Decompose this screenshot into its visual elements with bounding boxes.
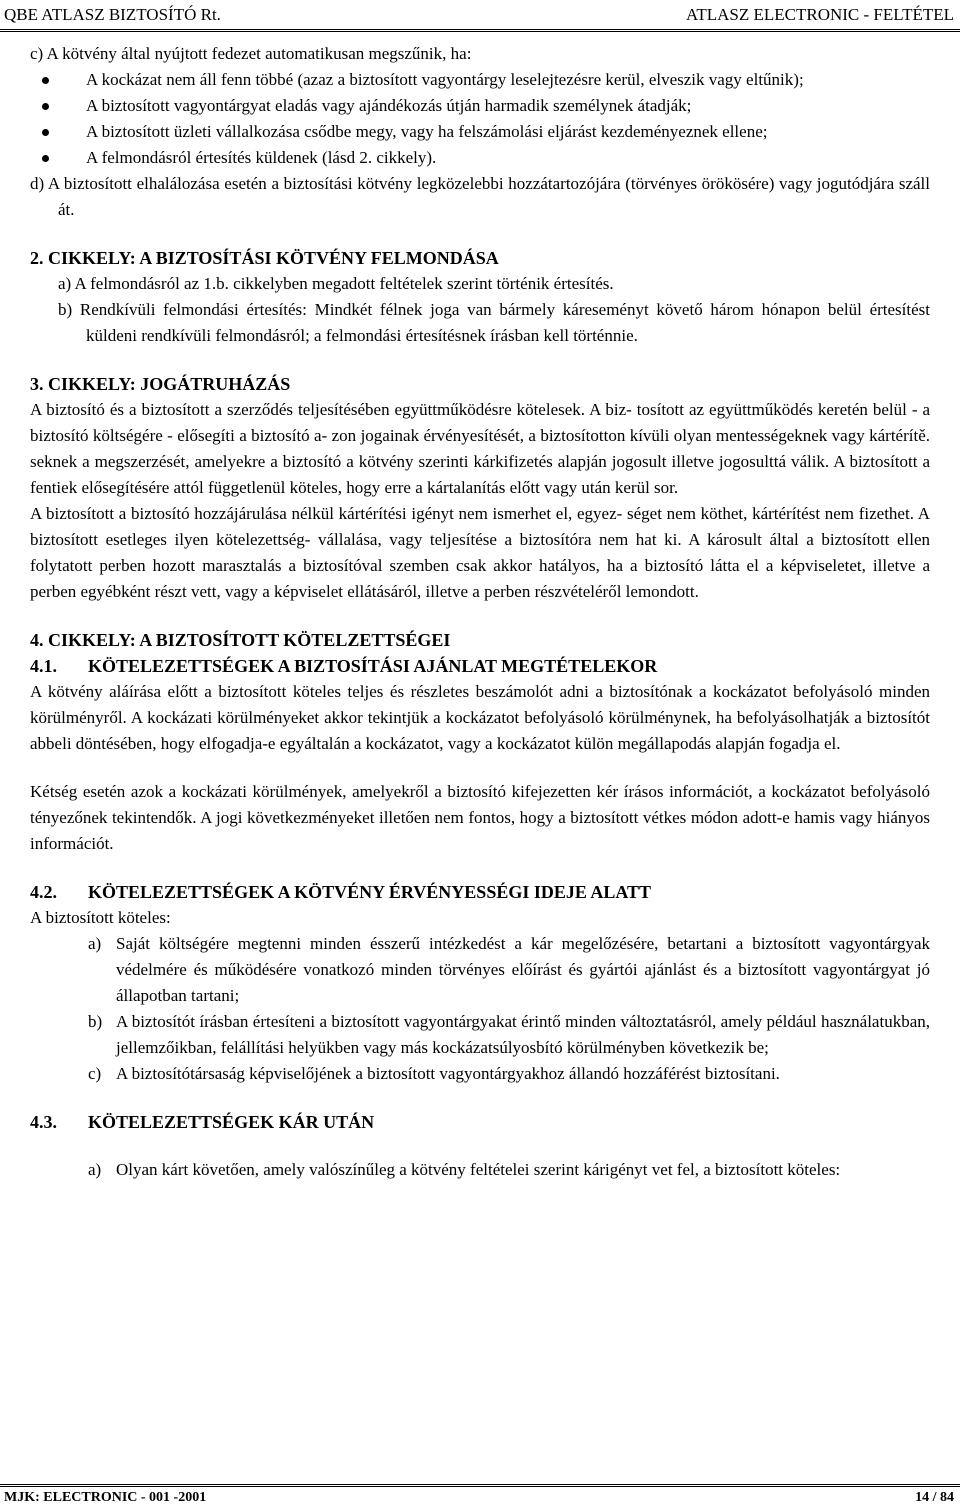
bullet-item: A felmondásról értesítés küldenek (lásd 2. cikkely). xyxy=(86,145,930,171)
footer-document-code: MJK: ELECTRONIC - 001 -2001 xyxy=(4,1490,207,1505)
footer-rule xyxy=(0,1484,960,1485)
header-document-title: ATLASZ ELECTRONIC - FELTÉTEL xyxy=(685,5,954,24)
bullet-item: A kockázat nem áll fenn többé (azaz a biztosított vagyontárgy leselejtezésre kerül, elveszik vagy eltűnik); xyxy=(86,67,930,93)
list-item xyxy=(88,1061,930,1087)
header-company: QBE ATLASZ BIZTOSÍTÓ Rt. xyxy=(4,5,221,24)
list-item-key: c) xyxy=(88,1064,102,1083)
list-item-text: A biztosítótársaság képviselőjének a biztosított vagyontárgyakhoz állandó hozzáférést biztosítani. xyxy=(116,1064,780,1083)
list-item-key: b) xyxy=(88,1012,103,1031)
list-item-text: Saját költségére megtenni minden ésszerű intézkedést a kár megelőzésére, betartani a biztosított vagyontárgyak védelmére és működésére vonatkozó minden törvényes előírást és gyártói ajánlást és a biztosított vagyontárgyat jó állapotban tartani; xyxy=(116,934,930,1005)
section-4-2-heading xyxy=(30,879,930,905)
section-number: 4.2. xyxy=(30,882,57,902)
section-number: 4.1. xyxy=(30,656,57,676)
section-2-heading: 2. CIKKELY: A BIZTOSÍTÁSI KÖTVÉNY FELMONDÁSA xyxy=(30,248,499,268)
list-item-key: a) xyxy=(88,934,102,953)
page-header xyxy=(0,3,960,27)
clause-d: d) A biztosított elhalálozása esetén a biztosítási kötvény legközelebbi hozzátartozójára (törvényes örökösére) vagy jogutódjára száll át. xyxy=(30,174,930,219)
list-item xyxy=(88,1009,930,1061)
clause-c-bullets xyxy=(30,67,930,171)
section-title: KÖTELEZETTSÉGEK A BIZTOSÍTÁSI AJÁNLAT MEGTÉTELEKOR xyxy=(88,656,658,676)
section-title: KÖTELEZETTSÉGEK A KÖTVÉNY ÉRVÉNYESSÉGI IDEJE ALATT xyxy=(88,882,652,902)
section-4-2-intro: A biztosított köteles: xyxy=(30,908,171,927)
section-title: KÖTELEZETTSÉGEK KÁR UTÁN xyxy=(88,1112,375,1132)
section-4-3-list xyxy=(30,1157,930,1183)
list-item xyxy=(88,1157,930,1183)
header-rule xyxy=(0,29,960,30)
bullet-item: A biztosított üzleti vállalkozása csődbe megy, vagy ha felszámolási eljárást kezdeményeznek ellene; xyxy=(86,119,930,145)
section-2-item-b: b) Rendkívüli felmondási értesítés: Mindkét félnek joga van bármely káreseményt követő három hónapon belül értesítést küldeni rendkívüli felmondásról; a felmondási értesítésnek írásban kell történnie. xyxy=(58,300,930,345)
section-4-1-paragraph-2: Kétség esetén azok a kockázati körülmények, amelyekről a biztosító kifejezetten kér írásos információt, a kockázatot befolyásoló tényezőnek tekintendők. A jogi következményeket illetően nem fontos, hogy a biztosított vétkes módon adott-e hamis vagy hiányos információt. xyxy=(30,782,930,853)
header-rule-double xyxy=(0,31,960,32)
section-3-paragraph-2: A biztosított a biztosító hozzájárulása nélkül kártérítési igényt nem ismerhet el, egyez- séget nem köthet, kártérítést nem fizethet. A biztosított esetleges ilyen kötelezettség- vállalása, vagy teljesítése a biztosítóra nem hat ki. A károsult által a biztosított ellen folytatott perben hozott marasztalás a biztosítóval szemben csak akkor hatályos, ha a biztosító látta el a képviseletet, illetve a perben egyébként részt vett, vagy a képviselet ellátásáról, illetve a perben részvételéről lemondott. xyxy=(30,504,930,601)
section-4-heading: 4. CIKKELY: A BIZTOSÍTOTT KÖTELZETTSÉGEI xyxy=(30,630,451,650)
clause-c-intro: c) A kötvény által nyújtott fedezet automatikusan megszűnik, ha: xyxy=(30,44,472,63)
section-4-3-heading xyxy=(30,1109,930,1135)
section-4-2-list xyxy=(30,931,930,1087)
section-number: 4.3. xyxy=(30,1112,57,1132)
list-item-text: A biztosítót írásban értesíteni a biztosított vagyontárgyakat érintő minden változtatásról, amely például használatukban, jellemzőikban, felállítási helyükben vagy más kockázatsúlyosbító körülményben következik be; xyxy=(116,1012,930,1057)
bullet-item: A biztosított vagyontárgyat eladás vagy ajándékozás útján harmadik személynek átadják; xyxy=(86,93,930,119)
list-item-text: Olyan kárt követően, amely valószínűleg a kötvény feltételei szerint kárigényt vet fel, a biztosított köteles: xyxy=(116,1160,841,1179)
section-4-1-heading xyxy=(30,653,930,679)
section-3-paragraph-1: A biztosító és a biztosított a szerződés teljesítésében együttműködésre kötelesek. A biz- tosított az együttműködés keretén belül - a biztosító költségére - elősegíti a biztosító a- zon jogainak érvényesítését, a biztosítotton kívüli olyan mentességeknek vagy kártérítě. seknek a megszerzését, amelyekre a biztosító a kötvény szerinti kárkifizetés alapján jogosult illetve jogosulttá válik. A biztosított a fentiek elősegítésére attól függetlenül köteles, hogy erre a kártalanítás előtt vagy után kerül sor. xyxy=(30,400,930,497)
section-4-1-paragraph-1: A kötvény aláírása előtt a biztosított köteles teljes és részletes beszámolót adni a biztosítónak a kockázatot befolyásoló minden körülményről. A kockázati körülményeket akkor tekintjük a kockázatot befolyásoló körülménynek, ha befolyásolhatják a biztosítót abbeli döntésében, hogy elfogadja-e egyáltalán a kockázatot, vagy a kockázatot külön megállapodás alapján fogadja el. xyxy=(30,682,930,753)
page-content xyxy=(30,41,930,1183)
list-item xyxy=(88,931,930,1009)
list-item-key: a) xyxy=(88,1160,102,1179)
footer-rule-double xyxy=(0,1486,960,1487)
section-3-heading: 3. CIKKELY: JOGÁTRUHÁZÁS xyxy=(30,374,291,394)
footer-page-number: 14 / 84 xyxy=(915,1490,954,1505)
section-2-item-a: a) A felmondásról az 1.b. cikkelyben megadott feltételek szerint történik értesítés. xyxy=(58,274,614,293)
